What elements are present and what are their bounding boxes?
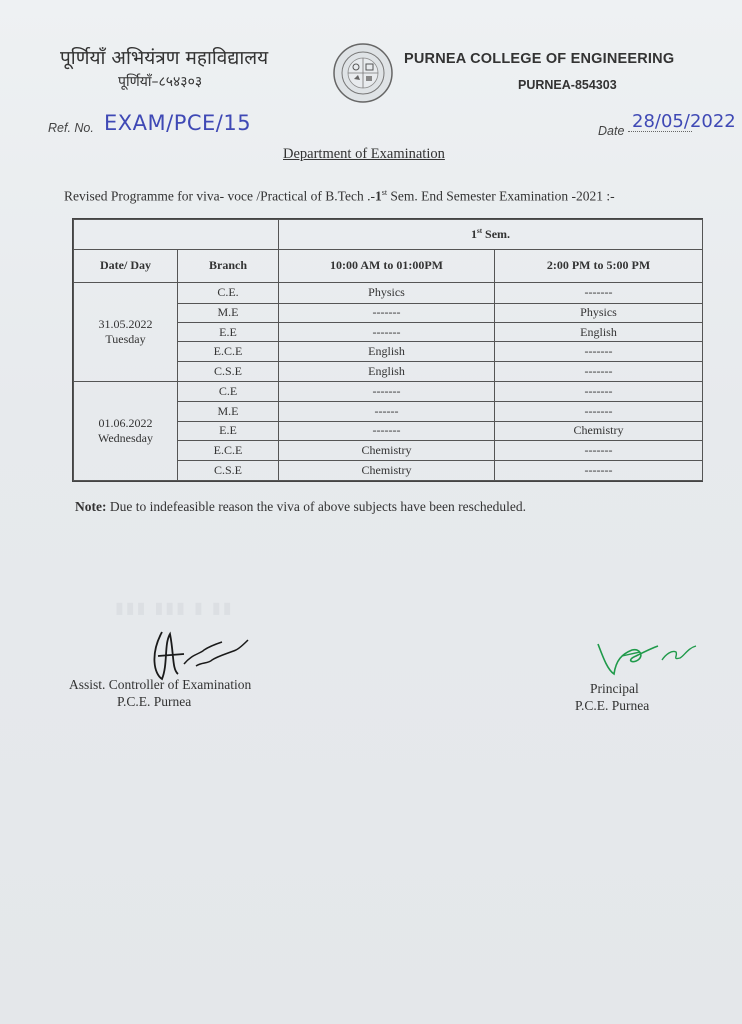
college-city-hindi: पूर्णियाँ–८५४३०३ bbox=[118, 74, 203, 90]
programme-sem-num: 1 bbox=[374, 188, 382, 204]
branch-cell: C.E. bbox=[178, 283, 279, 303]
morning-subject-cell: Physics bbox=[279, 283, 495, 303]
afternoon-subject-cell: Chemistry bbox=[495, 421, 703, 440]
branch-cell: C.E bbox=[178, 382, 279, 402]
college-city-english: PURNEA-854303 bbox=[518, 78, 617, 92]
afternoon-subject-cell: ------- bbox=[495, 382, 703, 402]
principal-org: P.C.E. Purnea bbox=[575, 698, 650, 713]
afternoon-subject-cell: Physics bbox=[495, 303, 703, 322]
day-text: Tuesday bbox=[105, 332, 146, 347]
date-text: 01.06.2022 bbox=[98, 416, 153, 431]
department-heading: Department of Examination bbox=[283, 146, 445, 162]
note-label: Note: bbox=[75, 499, 107, 514]
afternoon-slot-header: 2:00 PM to 5:00 PM bbox=[495, 249, 703, 283]
controller-org: P.C.E. Purnea bbox=[117, 694, 192, 709]
branch-cell: E.E bbox=[178, 421, 279, 440]
branch-cell: M.E bbox=[178, 402, 279, 421]
table-row bbox=[74, 283, 703, 303]
note-body: Due to indefeasible reason the viva of above subjects have been rescheduled. bbox=[109, 499, 526, 514]
morning-subject-cell: ------- bbox=[279, 421, 495, 440]
blank-header-cell bbox=[74, 220, 279, 250]
date-day-cell bbox=[74, 382, 178, 481]
morning-subject-cell: Chemistry bbox=[279, 460, 495, 480]
afternoon-subject-cell: ------- bbox=[495, 283, 703, 303]
college-seal-icon bbox=[332, 42, 394, 104]
programme-suffix: Sem. End Semester Examination -2021 :- bbox=[390, 188, 615, 204]
afternoon-subject-cell: ------- bbox=[495, 441, 703, 460]
afternoon-subject-cell: English bbox=[495, 322, 703, 341]
programme-statement bbox=[64, 188, 615, 205]
principal-signature-icon bbox=[592, 630, 702, 682]
morning-subject-cell: English bbox=[279, 342, 495, 361]
date-day-cell bbox=[74, 283, 178, 382]
afternoon-subject-cell: ------- bbox=[495, 460, 703, 480]
morning-subject-cell: English bbox=[279, 361, 495, 381]
semester-header: 1st Sem. bbox=[279, 220, 703, 250]
college-name-english: PURNEA COLLEGE OF ENGINEERING bbox=[404, 51, 675, 67]
date-label: Date bbox=[598, 124, 625, 138]
date-text: 31.05.2022 bbox=[98, 317, 153, 332]
table-row bbox=[74, 382, 703, 402]
morning-subject-cell: ------- bbox=[279, 303, 495, 322]
morning-subject-cell: ------- bbox=[279, 322, 495, 341]
afternoon-subject-cell: ------- bbox=[495, 402, 703, 421]
date-value: 28/05/2022 bbox=[632, 111, 736, 132]
schedule-body bbox=[74, 283, 703, 481]
afternoon-subject-cell: ------- bbox=[495, 361, 703, 381]
controller-signature-icon bbox=[140, 624, 260, 684]
morning-subject-cell: Chemistry bbox=[279, 441, 495, 460]
branch-cell: C.S.E bbox=[178, 361, 279, 381]
branch-cell: C.S.E bbox=[178, 460, 279, 480]
programme-prefix: Revised Programme for viva- voce /Practical of B.Tech .- bbox=[64, 188, 375, 204]
college-name-hindi: पूर्णियाँ अभियंत्रण महाविद्यालय bbox=[60, 47, 269, 69]
ref-no-label: Ref. No. bbox=[48, 121, 94, 135]
branch-cell: E.C.E bbox=[178, 342, 279, 361]
afternoon-subject-cell: ------- bbox=[495, 342, 703, 361]
viva-schedule-table bbox=[72, 218, 703, 482]
principal-title: Principal bbox=[590, 681, 639, 696]
morning-slot-header: 10:00 AM to 01:00PM bbox=[279, 249, 495, 283]
branch-cell: M.E bbox=[178, 303, 279, 322]
controller-title: Assist. Controller of Examination bbox=[69, 677, 252, 692]
ref-no-value: EXAM/PCE/15 bbox=[104, 111, 252, 135]
day-text: Wednesday bbox=[97, 431, 153, 446]
morning-subject-cell: ------- bbox=[279, 382, 495, 402]
faded-stamp-impression: ▮▮▮ ▮▮▮ ▮ ▮▮ bbox=[115, 598, 234, 617]
branch-cell: E.E bbox=[178, 322, 279, 341]
note-text bbox=[75, 499, 526, 515]
date-day-header: Date/ Day bbox=[74, 249, 178, 283]
branch-cell: E.C.E bbox=[178, 441, 279, 460]
programme-sem-sup: st bbox=[381, 188, 388, 197]
morning-subject-cell: ------ bbox=[279, 402, 495, 421]
branch-header: Branch bbox=[178, 249, 279, 283]
